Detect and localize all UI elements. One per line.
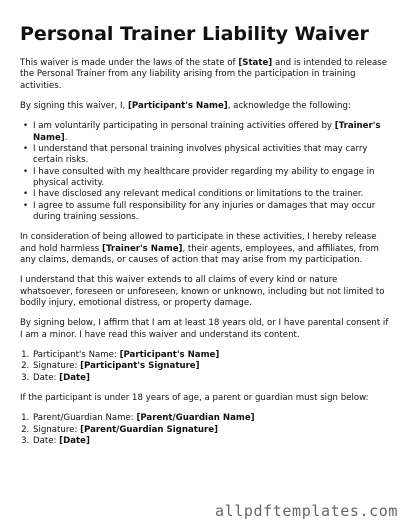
list-item: • I understand that personal training involves physical activities that may carry certain risks. [23, 144, 392, 167]
document-title: Personal Trainer Liability Waiver [20, 23, 369, 45]
list-item [32, 413, 392, 424]
field-value: [Parent/Guardian Signature] [80, 424, 218, 435]
intro-paragraph [20, 58, 392, 92]
guardian-signature-list [20, 413, 392, 447]
list-item [32, 373, 392, 384]
document-page [20, 24, 392, 456]
list-item [32, 436, 392, 447]
bullet-text: I am voluntarily participating in personal training activities offered by [33, 121, 335, 132]
list-item: • I have disclosed any relevant medical conditions or limitations to the trainer. [23, 189, 392, 200]
acknowledgement-list [20, 121, 392, 223]
list-item [23, 121, 392, 144]
list-item [32, 361, 392, 372]
field-label: Signature: [33, 361, 81, 372]
release-paragraph [20, 232, 392, 266]
field-value: [Participant's Name] [119, 350, 220, 361]
trainer-name-placeholder: [Trainer's Name] [33, 121, 381, 143]
state-placeholder: [State] [238, 57, 273, 68]
field-value: [Date] [59, 372, 90, 383]
ack-text-1: By signing this waiver, I, [20, 100, 128, 111]
site-watermark: allpdftemplates.com [215, 502, 398, 520]
participant-signature-list [20, 350, 392, 384]
minor-note-paragraph: If the participant is under 18 years of age, a parent or guardian must sign below: [20, 393, 369, 404]
field-value: [Date] [59, 436, 90, 447]
intro-text-1: This waiver is made under the laws of the state of [20, 57, 239, 68]
bullet-text: . [64, 132, 68, 143]
field-label: Participant's Name: [33, 350, 120, 361]
participant-name-placeholder: [Participant's Name] [127, 100, 228, 111]
list-item [32, 425, 392, 436]
ack-text-2: , acknowledge the following: [227, 100, 351, 111]
field-label: Date: [33, 372, 60, 383]
acknowledgement-paragraph [20, 101, 392, 112]
field-value: [Parent/Guardian Name] [136, 413, 255, 424]
field-label: Date: [33, 436, 60, 447]
list-item: • I have consulted with my healthcare provider regarding my ability to engage in physical activity. [23, 167, 392, 190]
list-item: • I agree to assume full responsibility for any injuries or damages that may occur during training sessions. [23, 201, 392, 224]
release-text-1: In consideration of being allowed to participate in these activities, I hereby release and hold harmless [20, 232, 377, 254]
field-label: Signature: [33, 424, 81, 435]
field-value: [Participant's Signature] [80, 361, 200, 372]
field-label: Parent/Guardian Name: [33, 413, 137, 424]
intro-text-2: and is intended to release the Personal Trainer from any liability arising from the participation in training activities. [20, 57, 388, 91]
trainer-name-placeholder: [Trainer's Name] [102, 243, 183, 254]
age-affirmation-paragraph: By signing below, I affirm that I am at least 18 years old, or I have parental consent if I am a minor. I have read this waiver and understand its content. [20, 318, 389, 340]
extent-paragraph: I understand that this waiver extends to all claims of every kind or nature whatsoever, foreseen or unforeseen, known or unknown, including but not limited to bodily injury, emotional distress, or property damage. [20, 275, 385, 309]
release-text-2: , their agents, employees, and affiliates, from any claims, demands, or causes of action that may arise from my participation. [20, 243, 379, 265]
list-item [32, 350, 392, 361]
